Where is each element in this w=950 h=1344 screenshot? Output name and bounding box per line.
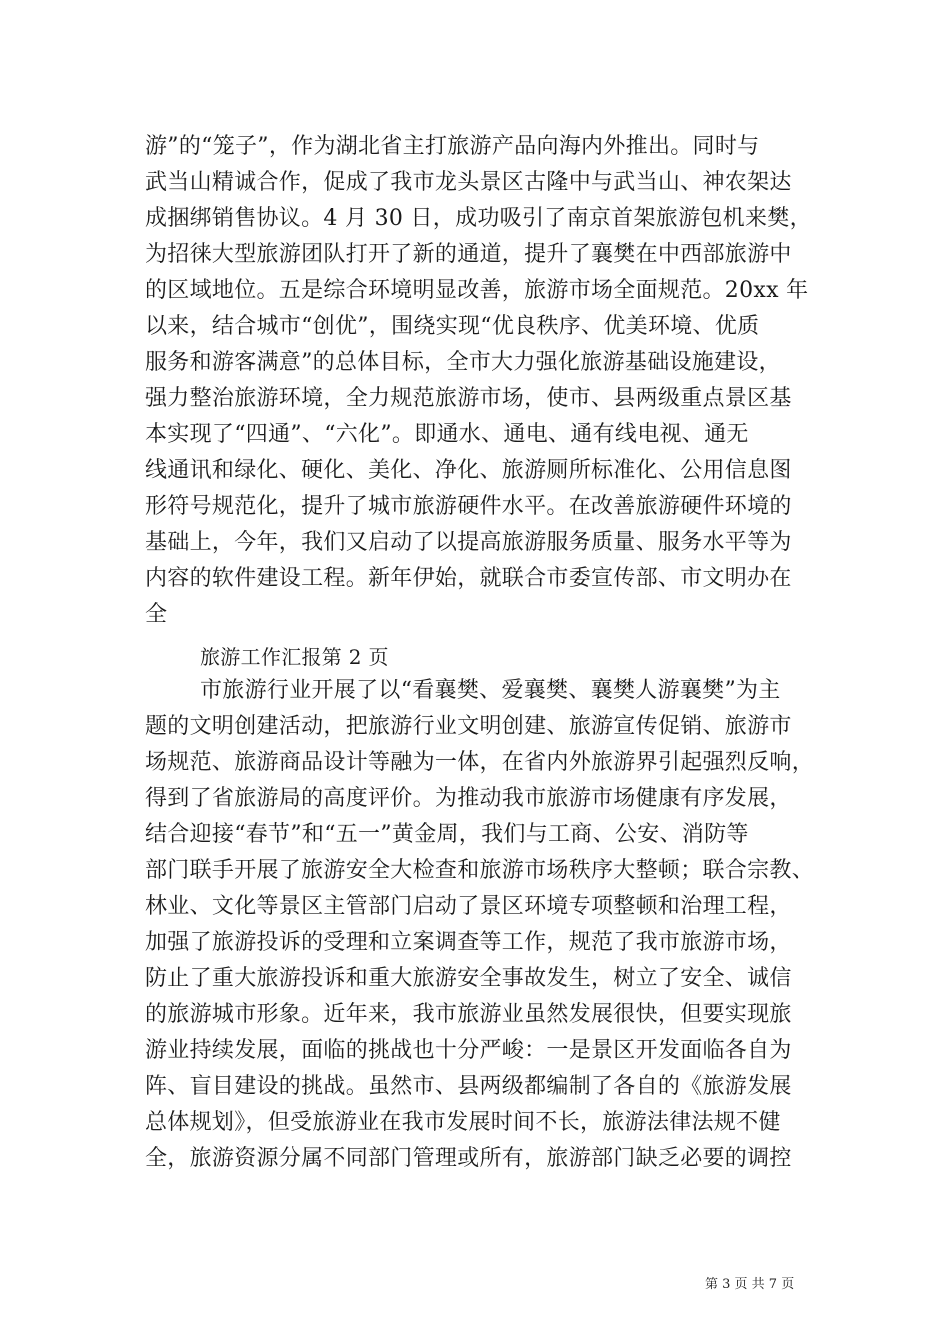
text-line: 市旅游行业开展了以“看襄樊、爱襄樊、襄樊人游襄樊”为主 [200,678,781,703]
text-line: 形符号规范化，提升了城市旅游硬件水平。在改善旅游硬件环境的 [145,494,792,519]
text-line: 的区域地位。五是综合环境明显改善，旅游市场全面规范。20xx 年 [145,278,809,303]
page-number: 第 3 页 共 7 页 [705,1277,795,1292]
text-line: 基础上，今年，我们又启动了以提高旅游服务质量、服务水平等为 [145,530,792,555]
text-line: 部门联手开展了旅游安全大检查和旅游市场秩序大整顿；联合宗教、 [145,858,815,883]
text-line: 林业、文化等景区主管部门启动了景区环境专项整顿和治理工程， [145,894,792,919]
section-header: 旅游工作汇报第 2 页 [200,645,389,669]
text-line: 成捆绑销售协议。4 月 30 日，成功吸引了南京首架旅游包机来樊， [145,206,812,231]
text-line: 全 [145,602,168,627]
text-line: 线通讯和绿化、硬化、美化、净化、旅游厕所标准化、公用信息图 [145,458,792,483]
text-line: 场规范、旅游商品设计等融为一体，在省内外旅游界引起强烈反响， [145,750,815,775]
text-line: 游”的“笼子”，作为湖北省主打旅游产品向海内外推出。同时与 [145,134,760,159]
text-line: 为招徕大型旅游团队打开了新的通道，提升了襄樊在中西部旅游中 [145,242,792,267]
text-line: 游业持续发展，面临的挑战也十分严峻：一是景区开发面临各自为 [145,1038,792,1063]
text-line: 总体规划》，但受旅游业在我市发展时间不长，旅游法律法规不健 [145,1110,781,1135]
text-line: 加强了旅游投诉的受理和立案调查等工作，规范了我市旅游市场， [145,930,792,955]
text-line: 的旅游城市形象。近年来，我市旅游业虽然发展很快，但要实现旅 [145,1002,792,1027]
text-line: 得到了省旅游局的高度评价。为推动我市旅游市场健康有序发展， [145,786,792,811]
text-line: 内容的软件建设工程。新年伊始，就联合市委宣传部、市文明办在 [145,566,792,591]
text-line: 题的文明创建活动，把旅游行业文明创建、旅游宣传促销、旅游市 [145,714,792,739]
text-line: 阵、盲目建设的挑战。虽然市、县两级都编制了各自的《旅游发展 [145,1074,792,1099]
text-line: 本实现了“四通”、“六化”。即通水、通电、通有线电视、通无 [145,422,749,447]
text-line: 结合迎接“春节”和“五一”黄金周，我们与工商、公安、消防等 [145,822,749,847]
text-line: 防止了重大旅游投诉和重大旅游安全事故发生，树立了安全、诚信 [145,966,792,991]
text-line: 服务和游客满意”的总体目标，全市大力强化旅游基础设施建设， [145,350,781,375]
text-line: 全，旅游资源分属不同部门管理或所有，旅游部门缺乏必要的调控 [145,1146,792,1171]
text-line: 强力整治旅游环境，全力规范旅游市场，使市、县两级重点景区基 [145,386,792,411]
text-line: 武当山精诚合作，促成了我市龙头景区古隆中与武当山、神农架达 [145,170,792,195]
text-line: 以来，结合城市“创优”，围绕实现“优良秩序、优美环境、优质 [145,314,760,339]
